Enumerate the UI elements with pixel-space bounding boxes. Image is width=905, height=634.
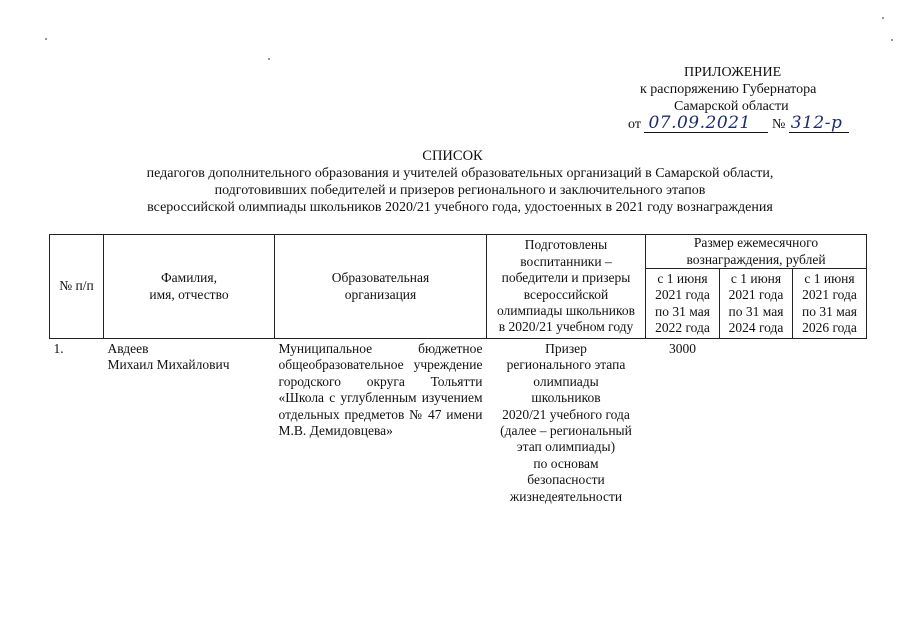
table-row	[50, 339, 867, 508]
appendix-title: ПРИЛОЖЕНИЕ	[684, 65, 782, 80]
appendix-date-line	[628, 115, 849, 133]
scan-speck	[45, 38, 47, 40]
header-name: Фамилия, имя, отчество	[104, 235, 275, 339]
number-prefix: №	[771, 117, 786, 132]
row-prepared: Призер регионального этапа олимпиады школьников 2020/21 учебного года (далее – региональный этап олимпиады) по основам безопасности жизнедеятельности	[500, 341, 632, 504]
header-prepared: Подготовлены воспитанники – победители и призеры всероссийской олимпиады школьников в 2020/21 учебном году	[487, 235, 646, 339]
scan-speck	[268, 58, 270, 60]
row-name: Авдеев Михаил Михайлович	[107, 341, 230, 373]
row-amount-2	[720, 339, 793, 508]
date-prefix: от	[628, 117, 641, 132]
header-period-3: с 1 июня 2021 года по 31 мая 2026 года	[793, 269, 867, 339]
header-org: Образовательная организация	[275, 235, 487, 339]
header-num: № п/п	[50, 235, 104, 339]
row-org: Муниципальное бюджетное общеобразовательное учреждение городского округа Тольятти «Школа с углубленным изучением отдельных предметов № 47 имени М.В. Демидовцева»	[278, 341, 483, 439]
appendix-line-3: Самарской области	[674, 99, 789, 114]
header-period-1: с 1 июня 2021 года по 31 мая 2022 года	[646, 269, 720, 339]
appendix-line-2: к распоряжению Губернатора	[640, 82, 817, 97]
row-num: 1.	[53, 341, 64, 356]
subtitle-line: подготовивших победителей и призеров регионального и заключительного этапов	[214, 183, 706, 198]
document-subtitle	[90, 165, 830, 216]
row-amount-1: 3000	[669, 341, 696, 356]
header-amount-group: Размер ежемесячного вознаграждения, рублей	[646, 235, 867, 269]
handwritten-date: 07.09.2021	[644, 115, 768, 133]
scan-speck	[891, 39, 893, 41]
header-period-2: с 1 июня 2021 года по 31 мая 2024 года	[720, 269, 793, 339]
handwritten-number: 312-р	[789, 115, 849, 133]
subtitle-line: педагогов дополнительного образования и учителей образовательных организаций в Самарской области,	[146, 166, 774, 181]
row-amount-3	[793, 339, 867, 508]
scan-speck	[882, 17, 884, 19]
awards-table	[49, 234, 867, 507]
subtitle-line: всероссийской олимпиады школьников 2020/21 учебного года, удостоенных в 2021 году вознаграждения	[147, 200, 773, 215]
document-title: СПИСОК	[422, 148, 483, 164]
